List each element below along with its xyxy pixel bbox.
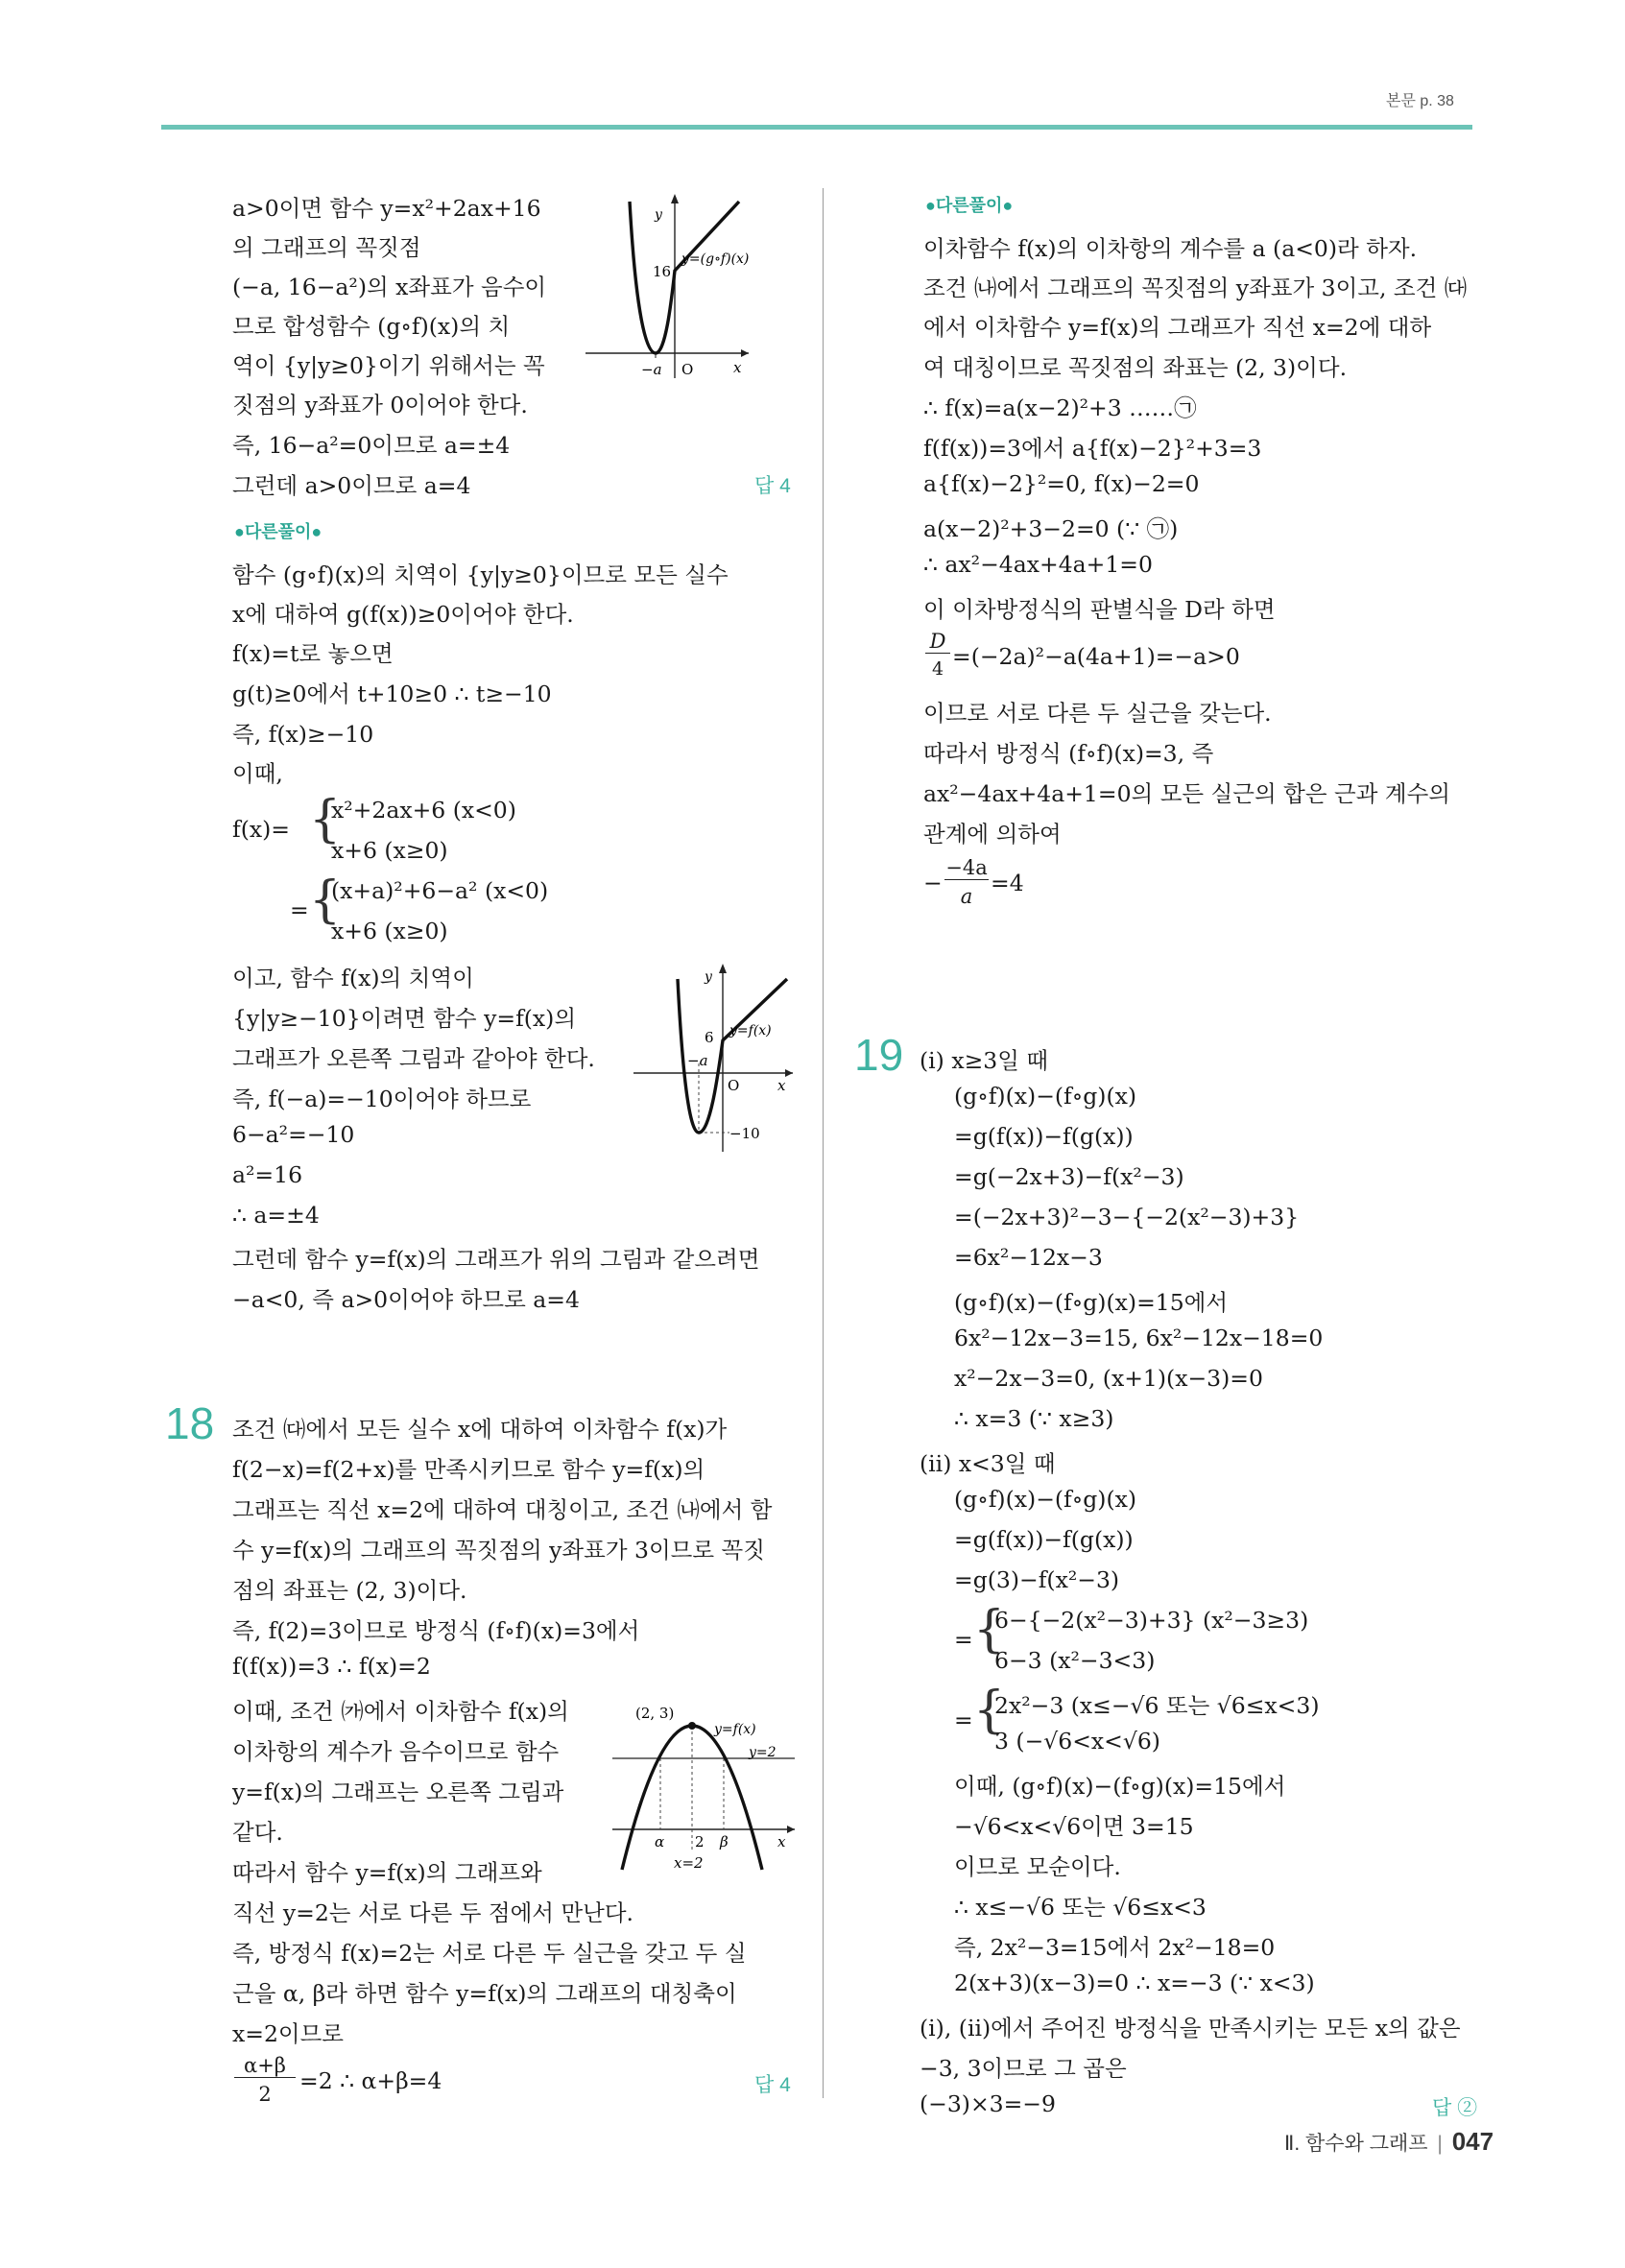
text-line: ∴ a=±4 bbox=[232, 1202, 320, 1229]
text-line: 므로 합성함수 (g∘f)(x)의 치 bbox=[232, 313, 511, 340]
text-line: 즉, 방정식 f(x)=2는 서로 다른 두 실근을 갖고 두 실 bbox=[232, 1940, 747, 1967]
text-line: (g∘f)(x)−(f∘g)(x) bbox=[954, 1486, 1137, 1513]
answer-label: 답 4 bbox=[754, 2074, 791, 2096]
text-line: {y|y≥−10}이려면 함수 y=f(x)의 bbox=[232, 1005, 577, 1032]
text-line: 즉, f(−a)=−10이어야 하므로 bbox=[232, 1086, 532, 1112]
brace: { bbox=[309, 871, 342, 929]
page-reference: 본문 p. 38 bbox=[1386, 93, 1454, 109]
fraction-numerator: D bbox=[925, 630, 950, 654]
text-line: (−a, 16−a²)의 x좌표가 음수이 bbox=[232, 274, 547, 300]
text-line: x=2이므로 bbox=[232, 2020, 344, 2047]
brace: { bbox=[973, 1601, 1006, 1659]
piecewise-lhs: = bbox=[290, 896, 309, 923]
text-line: (g∘f)(x)−(f∘g)(x) bbox=[954, 1083, 1137, 1110]
axis-label-y: y bbox=[705, 969, 712, 985]
text-line: =6x²−12x−3 bbox=[954, 1244, 1103, 1271]
fraction-sign: − bbox=[923, 870, 943, 896]
text-line: −√6<x<√6이면 3=15 bbox=[954, 1813, 1194, 1840]
y-intercept-label: 6 bbox=[705, 1029, 714, 1046]
text-line: f(f(x))=3 ∴ f(x)=2 bbox=[232, 1653, 431, 1680]
text-line: 따라서 함수 y=f(x)의 그래프와 bbox=[232, 1859, 542, 1886]
text-line: 즉, 2x²−3=15에서 2x²−18=0 bbox=[954, 1934, 1276, 1961]
fraction-numerator: α+β bbox=[234, 2054, 296, 2078]
axis-label-y: y bbox=[655, 207, 662, 223]
text-line: (−3)×3=−9 bbox=[920, 2090, 1056, 2117]
text-line: 그런데 함수 y=f(x)의 그래프가 위의 그림과 같으려면 bbox=[232, 1246, 760, 1273]
curve-label: y=(g∘f)(x) bbox=[681, 251, 750, 267]
brace: { bbox=[309, 791, 342, 848]
text-line: =(−2x+3)²−3−{−2(x²−3)+3} bbox=[954, 1204, 1300, 1230]
text-line: y=f(x)의 그래프는 오른쪽 그림과 bbox=[232, 1779, 564, 1805]
fraction-denominator: 2 bbox=[258, 2083, 272, 2106]
beta-label: β bbox=[720, 1833, 729, 1850]
text-line: 그래프는 직선 x=2에 대하여 대칭이고, 조건 ㈏에서 함 bbox=[232, 1496, 773, 1523]
graph-g-of-f bbox=[585, 190, 758, 382]
text-line: 직선 y=2는 서로 다른 두 점에서 만난다. bbox=[232, 1899, 634, 1926]
fraction-rest: =2 ∴ α+β=4 bbox=[299, 2067, 442, 2094]
text-line: f(2−x)=f(2+x)를 만족시키므로 함수 y=f(x)의 bbox=[232, 1456, 705, 1483]
graph-f bbox=[633, 960, 806, 1161]
axis-label-x: x bbox=[777, 1077, 786, 1094]
text-line: a²=16 bbox=[232, 1161, 303, 1188]
min-label: −10 bbox=[729, 1125, 760, 1142]
text-line: ∴ x=3 (∵ x≥3) bbox=[954, 1405, 1114, 1432]
piecewise-row: x+6 (x≥0) bbox=[331, 837, 448, 864]
text-line: 역이 {y|y≥0}이기 위해서는 꼭 bbox=[232, 352, 545, 379]
y-intercept-label: 16 bbox=[653, 263, 672, 280]
text-line: 6x²−12x−3=15, 6x²−12x−18=0 bbox=[954, 1325, 1324, 1351]
text-line: =g(f(x))−f(g(x)) bbox=[954, 1526, 1134, 1553]
problem-number: 18 bbox=[165, 1398, 215, 1448]
text-line: 이차함수 f(x)의 이차항의 계수를 a (a<0)라 하자. bbox=[923, 235, 1418, 262]
axis-label-x: x bbox=[733, 359, 742, 376]
origin-label: O bbox=[681, 361, 694, 378]
text-line: x²−2x−3=0, (x+1)(x−3)=0 bbox=[954, 1365, 1263, 1392]
text-line: x에 대하여 g(f(x))≥0이어야 한다. bbox=[232, 601, 574, 628]
right-column bbox=[825, 0, 1625, 2268]
fraction-numerator: −4a bbox=[945, 856, 988, 879]
text-line: 이때, bbox=[232, 760, 283, 787]
text-line: f(x)=t로 놓으면 bbox=[232, 640, 394, 667]
text-line: (ⅱ) x<3일 때 bbox=[920, 1450, 1056, 1477]
text-line: 즉, 16−a²=0이므로 a=±4 bbox=[232, 432, 511, 459]
text-line: 이때, 조건 ㈎에서 이차함수 f(x)의 bbox=[232, 1698, 569, 1725]
text-line: a>0이면 함수 y=x²+2ax+16 bbox=[232, 195, 541, 222]
piecewise-row: 2x²−3 (x≤−√6 또는 √6≤x<3) bbox=[994, 1692, 1320, 1719]
text-line: 점의 좌표는 (2, 3)이다. bbox=[232, 1577, 467, 1604]
text-line: g(t)≥0에서 t+10≥0 ∴ t≥−10 bbox=[232, 680, 552, 707]
text-line: 이므로 서로 다른 두 실근을 갖는다. bbox=[923, 700, 1272, 727]
curve-label: y=f(x) bbox=[729, 1023, 772, 1039]
text-line: 함수 (g∘f)(x)의 치역이 {y|y≥0}이므로 모든 실수 bbox=[232, 561, 729, 588]
answer-label: 답 ② bbox=[1432, 2097, 1478, 2119]
text-line: 수 y=f(x)의 그래프의 꼭짓점의 y좌표가 3이므로 꼭짓 bbox=[232, 1537, 765, 1564]
curve-label: y=f(x) bbox=[714, 1722, 756, 1737]
chapter-label: Ⅱ. 함수와 그래프 bbox=[1284, 2133, 1428, 2155]
text-line: ∴ x≤−√6 또는 √6≤x<3 bbox=[954, 1894, 1207, 1921]
text-line: (g∘f)(x)−(f∘g)(x)=15에서 bbox=[954, 1289, 1229, 1316]
piecewise-row: 6−{−2(x²−3)+3} (x²−3≥3) bbox=[994, 1607, 1309, 1634]
text-line: 같다. bbox=[232, 1819, 283, 1846]
text-line: −a<0, 즉 a>0이어야 하므로 a=4 bbox=[232, 1286, 580, 1313]
fraction-rest: =4 bbox=[991, 870, 1024, 896]
text-line: (ⅰ), (ⅱ)에서 주어진 방정식을 만족시키는 모든 x의 값은 bbox=[920, 2015, 1461, 2041]
text-line: ax²−4ax+4a+1=0의 모든 실근의 합은 근과 계수의 bbox=[923, 780, 1450, 807]
two-label: 2 bbox=[695, 1833, 705, 1850]
neg-a-label: −a bbox=[641, 361, 662, 378]
axis-line-label: x=2 bbox=[674, 1854, 704, 1872]
problem-number: 19 bbox=[854, 1030, 904, 1080]
text-line: ∴ ax²−4ax+4a+1=0 bbox=[923, 551, 1153, 578]
text-line: 이고, 함수 f(x)의 치역이 bbox=[232, 965, 474, 991]
text-line: 이 이차방정식의 판별식을 D라 하면 bbox=[923, 596, 1276, 623]
brace: { bbox=[973, 1682, 1006, 1739]
text-line: 즉, f(x)≥−10 bbox=[232, 721, 374, 748]
text-line: =g(3)−f(x²−3) bbox=[954, 1566, 1120, 1593]
vertex-label: (2, 3) bbox=[635, 1705, 675, 1722]
alpha-label: α bbox=[655, 1833, 665, 1850]
axis-label-x: x bbox=[777, 1833, 786, 1850]
piecewise-lhs: = bbox=[954, 1707, 973, 1733]
text-line: (ⅰ) x≥3일 때 bbox=[920, 1047, 1049, 1074]
page-number: 047 bbox=[1451, 2127, 1494, 2156]
piecewise-row: 3 (−√6<x<√6) bbox=[994, 1728, 1160, 1755]
answer-label: 답 4 bbox=[754, 475, 791, 497]
footer-divider: | bbox=[1437, 2133, 1443, 2155]
text-line: 이차항의 계수가 음수이므로 함수 bbox=[232, 1738, 560, 1765]
piecewise-lhs: f(x)= bbox=[232, 816, 290, 843]
text-line: 따라서 방정식 (f∘f)(x)=3, 즉 bbox=[923, 740, 1214, 767]
text-line: =g(−2x+3)−f(x²−3) bbox=[954, 1163, 1184, 1190]
text-line: ∴ f(x)=a(x−2)²+3 ……㉠ bbox=[923, 394, 1197, 421]
piecewise-row: (x+a)²+6−a² (x<0) bbox=[331, 877, 549, 904]
fraction-rest: =(−2a)²−a(4a+1)=−a>0 bbox=[952, 643, 1240, 670]
text-line: f(f(x))=3에서 a{f(x)−2}²+3=3 bbox=[923, 435, 1262, 462]
footer bbox=[1284, 2127, 1494, 2157]
piecewise-row: x²+2ax+6 (x<0) bbox=[331, 797, 516, 824]
origin-label: O bbox=[728, 1077, 740, 1094]
piecewise-lhs: = bbox=[954, 1626, 973, 1653]
text-line: a{f(x)−2}²=0, f(x)−2=0 bbox=[923, 470, 1200, 497]
text-line: 여 대칭이므로 꼭짓점의 좌표는 (2, 3)이다. bbox=[923, 354, 1348, 381]
text-line: 조건 ㈏에서 그래프의 꼭짓점의 y좌표가 3이고, 조건 ㈐ bbox=[923, 275, 1468, 301]
text-line: 그런데 a>0이므로 a=4 bbox=[232, 472, 471, 499]
text-line: 그래프가 오른쪽 그림과 같아야 한다. bbox=[232, 1045, 595, 1072]
alt-solution-tag: ●다른풀이● bbox=[925, 196, 1014, 215]
text-line: 이때, (g∘f)(x)−(f∘g)(x)=15에서 bbox=[954, 1773, 1286, 1800]
text-line: 의 그래프의 꼭짓점 bbox=[232, 234, 421, 261]
text-line: 즉, f(2)=3이므로 방정식 (f∘f)(x)=3에서 bbox=[232, 1617, 640, 1644]
text-line: 2(x+3)(x−3)=0 ∴ x=−3 (∵ x<3) bbox=[954, 1970, 1315, 1996]
text-line: 6−a²=−10 bbox=[232, 1121, 355, 1148]
piecewise-row: x+6 (x≥0) bbox=[331, 918, 448, 944]
neg-a-label: −a bbox=[687, 1052, 708, 1069]
text-line: 짓점의 y좌표가 0이어야 한다. bbox=[232, 392, 528, 418]
text-line: 에서 이차함수 y=f(x)의 그래프가 직선 x=2에 대하 bbox=[923, 314, 1432, 341]
text-line: 근을 α, β라 하면 함수 y=f(x)의 그래프의 대칭축이 bbox=[232, 1980, 737, 2007]
alt-solution-tag: ●다른풀이● bbox=[234, 522, 323, 541]
text-line: 이므로 모순이다. bbox=[954, 1853, 1121, 1880]
fraction-denominator: a bbox=[960, 885, 973, 908]
graph-parabola bbox=[607, 1697, 799, 1874]
line-label: y=2 bbox=[749, 1745, 777, 1760]
text-line: 관계에 의하여 bbox=[923, 821, 1062, 848]
text-line: a(x−2)²+3−2=0 (∵ ㉠) bbox=[923, 515, 1179, 542]
text-line: =g(f(x))−f(g(x)) bbox=[954, 1123, 1134, 1150]
fraction-denominator: 4 bbox=[931, 658, 944, 680]
piecewise-row: 6−3 (x²−3<3) bbox=[994, 1647, 1156, 1674]
text-line: 조건 ㈐에서 모든 실수 x에 대하여 이차함수 f(x)가 bbox=[232, 1416, 728, 1443]
text-line: −3, 3이므로 그 곱은 bbox=[920, 2055, 1127, 2082]
